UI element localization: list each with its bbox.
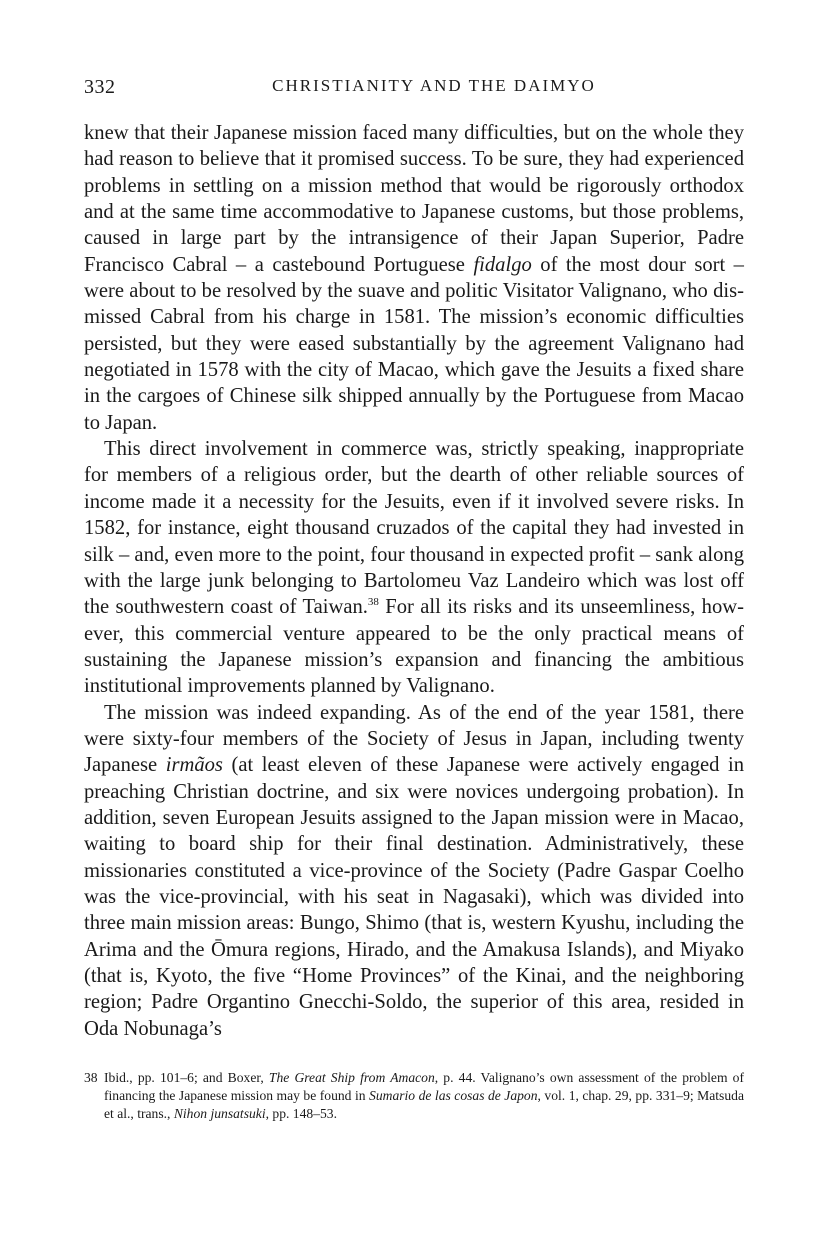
footnote-number: 38 xyxy=(84,1070,98,1085)
paragraph-p2 xyxy=(84,436,744,699)
italic-text: irmãos xyxy=(165,754,223,777)
text-run: For all its risks and its unseemliness, however, this commercial venture appeared to be the only practical means of sustaining the Japanese mission’s expansion and financing the ambitious institutional improvements planned by Valignano. xyxy=(84,596,744,698)
italic-text: Sumario de las cosas de Japon xyxy=(369,1088,538,1103)
body-text xyxy=(84,120,744,1042)
footnotes xyxy=(84,1069,744,1123)
text-run: knew that their Japanese mission faced many difficulties, but on the whole they had reason to believe that it promised success. To be sure, they had experienced problems in settling on a mission method that would be rigorously orthodox and at the same time accommodative to Japanese customs, but those problems, caused in large part by the intransigence of their Japan Superior, Padre Francisco Cabral – a castebound Portuguese xyxy=(84,122,744,276)
italic-text: The Great Ship from Amacon xyxy=(268,1070,435,1085)
italic-text: fidalgo xyxy=(473,253,532,276)
text-run: This direct involvement in commerce was, strictly speaking, inappropriate for members of a religious order, but the dearth of other reliable sources of income made it a necessity for the Jesuits, even if it involved severe risks. In 1582, for instance, eight thousand cruzados of the capital they had invested in silk – and, even more to the point, four thousand in expected profit – sank along with the large junk belonging to Bartolomeu Vaz Landeiro which was lost off the southwestern coast of Taiwan. xyxy=(84,438,744,619)
paragraph-p1 xyxy=(84,120,744,436)
italic-text: Nihon junsatsuki xyxy=(173,1106,266,1121)
page-number: 332 xyxy=(84,76,116,98)
text-run: , p. 44. Valignano’s own assessment of the problem of financing the Japanese mission may be found in xyxy=(104,1070,744,1103)
footnote xyxy=(84,1069,744,1123)
text-run: Ibid., pp. 101–6; and Boxer, xyxy=(104,1070,269,1085)
page-header xyxy=(84,76,744,106)
footnote-ref: 38 xyxy=(367,596,379,609)
text-run: , vol. 1, chap. 29, pp. 331–9; Matsuda et al., trans., xyxy=(104,1088,744,1121)
text-run: , pp. 148–53. xyxy=(265,1106,337,1121)
text-run: of the most dour sort – were about to be resolved by the suave and politic Visitator Valignano, who dismissed Cabral from his charge in 1581. The mission’s economic difficulties persisted, but they were eased substantially by the agreement Valignano had negotiated in 1578 with the city of Macao, which gave the Jesuits a fixed share in the cargoes of Chinese silk shipped annually by the Portuguese from Macao to Japan. xyxy=(84,253,744,434)
text-run: (at least eleven of these Japanese were actively engaged in preaching Christian doctrine, and six were novices undergoing probation). In addition, seven European Jesuits assigned to the Japan mission were in Macao, waiting to board ship for their final destination. Administratively, these missionaries constituted a vice-province of the Society (Padre Gaspar Coelho was the vice-provincial, with his seat in Nagasaki), which was divided into three main mission areas: Bungo, Shimo (that is, western Kyushu, including the Arima and the Ōmura regions, Hirado, and the Amakusa Islands), and Miyako (that is, Kyoto, the five “Home Provinces” of the Kinai, and the neighboring region; Padre Organtino Gnecchi-Soldo, the superior of this area, resided in Oda Nobunaga’s xyxy=(84,754,744,1040)
paragraph-p3 xyxy=(84,700,744,1042)
running-title: CHRISTIANITY AND THE DAIMYO xyxy=(272,76,596,95)
text-run: The mission was indeed expanding. As of the end of the year 1581, there were sixty-four members of the Society of Jesus in Japan, including twenty Japanese xyxy=(84,701,744,777)
